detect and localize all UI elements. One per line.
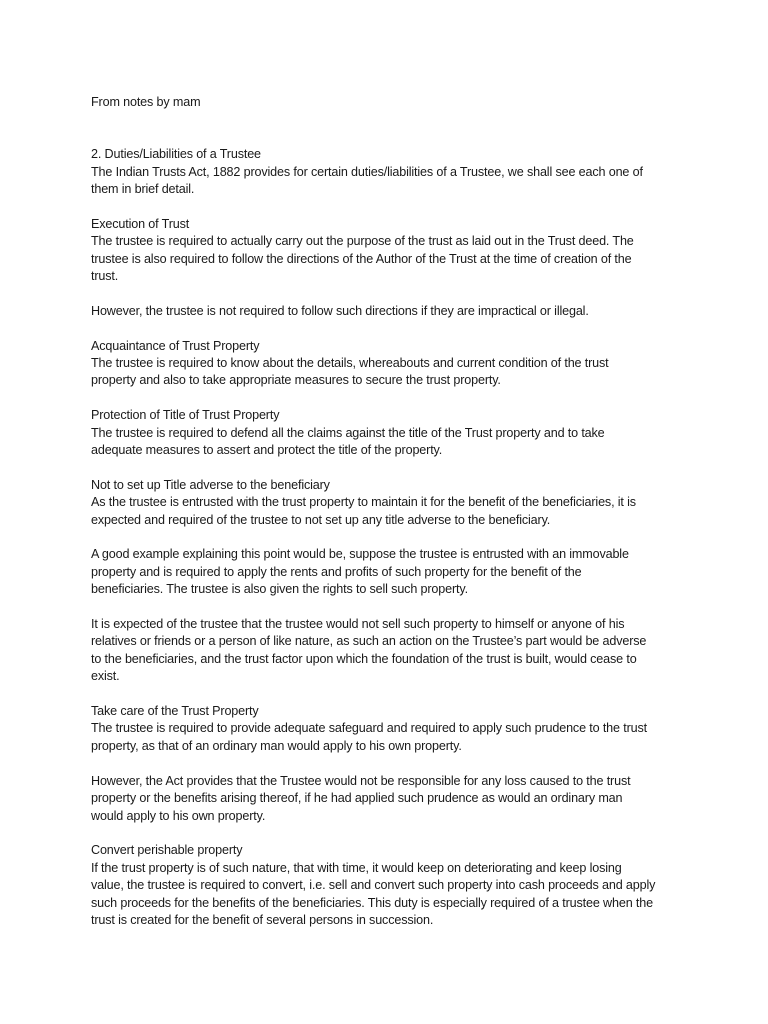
- paragraph-line: property or the benefits arising thereof, if he had applied such prudence as would an ordinary man: [91, 791, 623, 806]
- section-title: 2. Duties/Liabilities of a Trustee: [91, 147, 261, 162]
- spacer: [91, 755, 681, 772]
- spacer: [91, 825, 681, 842]
- paragraph-line: The trustee is required to provide adequate safeguard and required to apply such prudence to the trust: [91, 721, 647, 736]
- paragraph-line: beneficiaries. The trustee is also given the rights to sell such property.: [91, 582, 468, 597]
- paragraph-line: trustee is also required to follow the directions of the Author of the Trust at the time of creation of the: [91, 251, 632, 266]
- paragraph-line: relatives or friends or a person of like nature, as such an action on the Trustee’s part would be adverse: [91, 634, 647, 649]
- paragraph-line: property, as that of an ordinary man would apply to his own property.: [91, 738, 462, 753]
- spacer: [91, 529, 681, 546]
- paragraph-line: expected and required of the trustee to not set up any title adverse to the beneficiary.: [91, 512, 551, 527]
- paragraph-line: property and is required to apply the rents and profits of such property for the benefit of the: [91, 564, 582, 579]
- heading-perishable: Convert perishable property: [91, 843, 243, 858]
- section-intro-line: The Indian Trusts Act, 1882 provides for certain duties/liabilities of a Trustee, we shall see each one of: [91, 164, 643, 179]
- spacer: [91, 686, 681, 703]
- paragraph-line: As the trustee is entrusted with the trust property to maintain it for the benefit of the beneficiaries, it is: [91, 495, 636, 510]
- paragraph-line: However, the trustee is not required to follow such directions if they are impractical or illegal.: [91, 303, 589, 318]
- paragraph-line: property and also to take appropriate measures to secure the trust property.: [91, 373, 501, 388]
- spacer: [91, 285, 681, 302]
- heading-acquaintance: Acquaintance of Trust Property: [91, 338, 260, 353]
- paragraph-line: If the trust property is of such nature, that with time, it would keep on deteriorating and keep losing: [91, 860, 622, 875]
- spacer: [91, 390, 681, 407]
- document-intro: From notes by mam: [91, 95, 201, 109]
- paragraph-line: adequate measures to assert and protect the title of the property.: [91, 443, 443, 458]
- paragraph-line: would apply to his own property.: [91, 808, 266, 823]
- spacer: [91, 111, 681, 146]
- paragraph-line: exist.: [91, 669, 120, 684]
- heading-execution: Execution of Trust: [91, 216, 190, 231]
- spacer: [91, 459, 681, 476]
- paragraph-line: value, the trustee is required to convert, i.e. sell and convert such property into cash proceeds and apply: [91, 878, 656, 893]
- paragraph-line: A good example explaining this point would be, suppose the trustee is entrusted with an immovable: [91, 547, 629, 562]
- spacer: [91, 599, 681, 616]
- paragraph-line: However, the Act provides that the Trustee would not be responsible for any loss caused to the trust: [91, 773, 631, 788]
- heading-adverse: Not to set up Title adverse to the beneficiary: [91, 477, 330, 492]
- document-page: [91, 94, 681, 929]
- paragraph-line: The trustee is required to know about the details, whereabouts and current condition of the trust: [91, 356, 609, 371]
- paragraph-line: It is expected of the trustee that the trustee would not sell such property to himself or anyone of his: [91, 617, 625, 632]
- spacer: [91, 198, 681, 215]
- paragraph-line: trust is created for the benefit of several persons in succession.: [91, 912, 434, 927]
- heading-care: Take care of the Trust Property: [91, 704, 259, 719]
- paragraph-line: to the beneficiaries, and the trust factor upon which the foundation of the trust is built, would cease to: [91, 651, 637, 666]
- heading-protection: Protection of Title of Trust Property: [91, 408, 280, 423]
- paragraph-line: The trustee is required to actually carry out the purpose of the trust as laid out in the Trust deed. The: [91, 234, 634, 249]
- paragraph-line: trust.: [91, 269, 119, 284]
- paragraph-line: The trustee is required to defend all the claims against the title of the Trust property and to take: [91, 425, 605, 440]
- paragraph-line: such proceeds for the benefits of the beneficiaries. This duty is especially required of a trustee when the: [91, 895, 653, 910]
- spacer: [91, 320, 681, 337]
- section-intro-line: them in brief detail.: [91, 182, 195, 197]
